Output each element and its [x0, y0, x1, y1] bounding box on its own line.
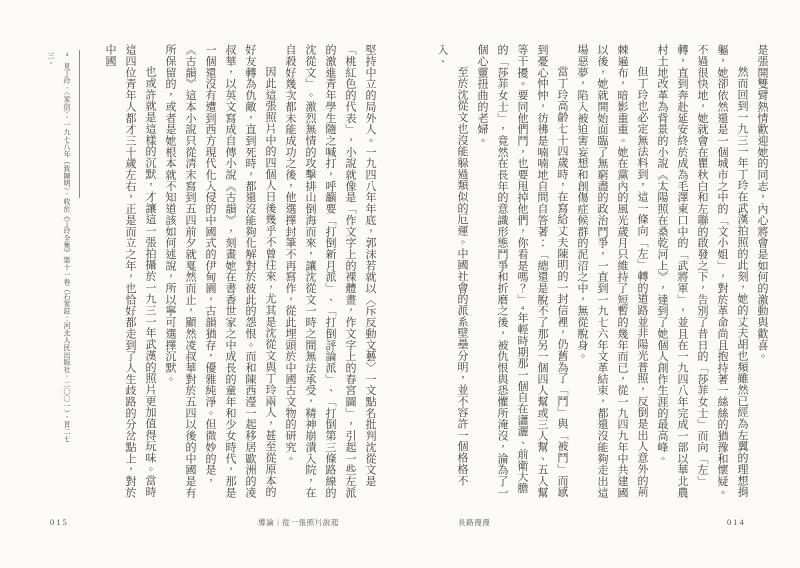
paragraph-right-1: 是張開雙臂熱情歡迎她的同志，內心將會是如何的激動與歡喜。: [756, 44, 768, 362]
footnote-marker-4: 4: [64, 52, 70, 59]
page-number-015: 015: [50, 517, 69, 527]
paragraph-right-2: 然而回到一九三一年丁玲在武漢拍照的此刻，她的丈夫胡也頻雖然已經為左翼的理想捐軀，她卻依然還是一個城市之中的「文小姐」，對於革命尚且抱持著一絲絲的猶豫和懷疑。不過很快地，她就會在瞿秋白和左聯的啟發之下，告別了昔日的「莎菲女士」而向「左」轉，直到奔赴延安終於成為毛澤東口中的「武將軍」，並且在一九四八年完成一部以華北農村土地改革為背景的小說《太陽照在桑乾河上》，達到了她個人創作生涯的最高峰。: [656, 44, 748, 498]
footnote-block: [43, 52, 75, 444]
paragraph-left-3: 也或許就是這樣的沉默，才讓這一張拍攝於一九三一年武漢的照片更加值得玩味。當時這四位青年人都才三十歲左右，正是而立之年，也恰好都走到了人生歧路的分岔點上，對於中國: [104, 44, 156, 498]
paragraph-right-4-text-after-note: 年輕時期那一個自在瀟灑、前衛大膽的「莎菲女士」，竟然在長年的意識形態鬥爭和折磨之後，被仇恨與恐懼所淹沒，淪為了一個心靈扭曲的老婦。: [476, 44, 528, 498]
paragraph-left-2: 因此這張照片中的四個人日後幾乎不曾往來，尤其是沈從文與丁玲兩人，甚至從原本的好友轉為仇敵，直到死時，都還沒能夠化解對於彼此的怨恨。而和陳西瀅一起移居歐洲的凌叔華，以英文寫成自傳小說《古韻》，刻畫她在書香世家之中成長的童年和少女時代，那是一個還沒有遭到西方現代化入侵的中國式的伊甸園，古韻猶存，優雅純淨。但微妙的是，《古韻》這本小說只從清末寫到五四前夕就戛然而止，顯然凌叔華對於五四以後的中國是有所保留的，或者是她根本就不知道該如何述說，所以寧可選擇沉默。: [164, 44, 276, 498]
paragraph-right-5: 至於沈從文也沒能躲過類似的厄運。中國社會的派系壁壘分明，並不容許一個格格不入、: [436, 44, 468, 486]
running-footer-chapter-title: 導論｜從一張照片說起: [258, 518, 339, 527]
paragraph-right-3: 但丁玲也必定無法料到，這一條向「左」轉的道路並非陽光普照，反倒是出人意外的荊棘遍布，暗影重重。她在黨內的風光歲月只維持了短暫的幾年而已，從一九四九年中共建國以後，她就開始面臨了無窮盡的政治鬥爭，一直到一九七六年文革結束，都還沒能夠走出這場惡夢，陷入被迫害妄想和創傷症候群的泥沼之中，無從脫身。: [576, 44, 648, 498]
right-page-text-block: [432, 44, 772, 498]
paragraph-left-1: 堅持中立的局外人。一九四八年年底，郭沫若就以〈斥反動文藝〉一文點名批判沈從文是「桃紅色的代表」，小說就像是「作文字上的裸體畫，作文字上的春宮圖」，引起一些左派的激進青年學生隨之喊打，呼籲要「打倒新月派」、「打倒評論派」、「打倒第三條路線的沈從文」。激烈無情的攻擊排山倒海而來，讓沈從文一時之間無法承受，精神崩潰入院，在自殺好幾次都未能成功之後，他選擇封筆不再寫作，從此埋頭於中國古文物的研究。: [284, 44, 376, 498]
footnote-reference-4: 4: [519, 305, 526, 313]
left-page-text-block: [100, 44, 380, 498]
footnote-text: 見丁玲，〈家信〉，一九七八年（致陳明），收於《丁玲全集》第十一卷（石家莊：河北人民出版社，二〇〇一），頁二七三。: [47, 52, 71, 443]
running-footer-book-title: 長路漫漫: [458, 518, 491, 527]
page-number-014: 014: [727, 517, 746, 527]
paragraph-right-4-text-before-note: 當丁玲高齡七十四歲時，在寫給丈夫陳明的一封信裡，仍舊為了「鬥」與「被鬥」而感到憂心忡忡，彷彿是喃喃地自問自答著：「總還是脫不了那另一個四人幫或三人幫、五人幫等干擾。要同他們鬥，也要甩掉他們，你看是嗎？」: [516, 44, 568, 498]
paragraph-right-4: [472, 44, 572, 498]
footnote-separator-rule: [79, 50, 80, 198]
